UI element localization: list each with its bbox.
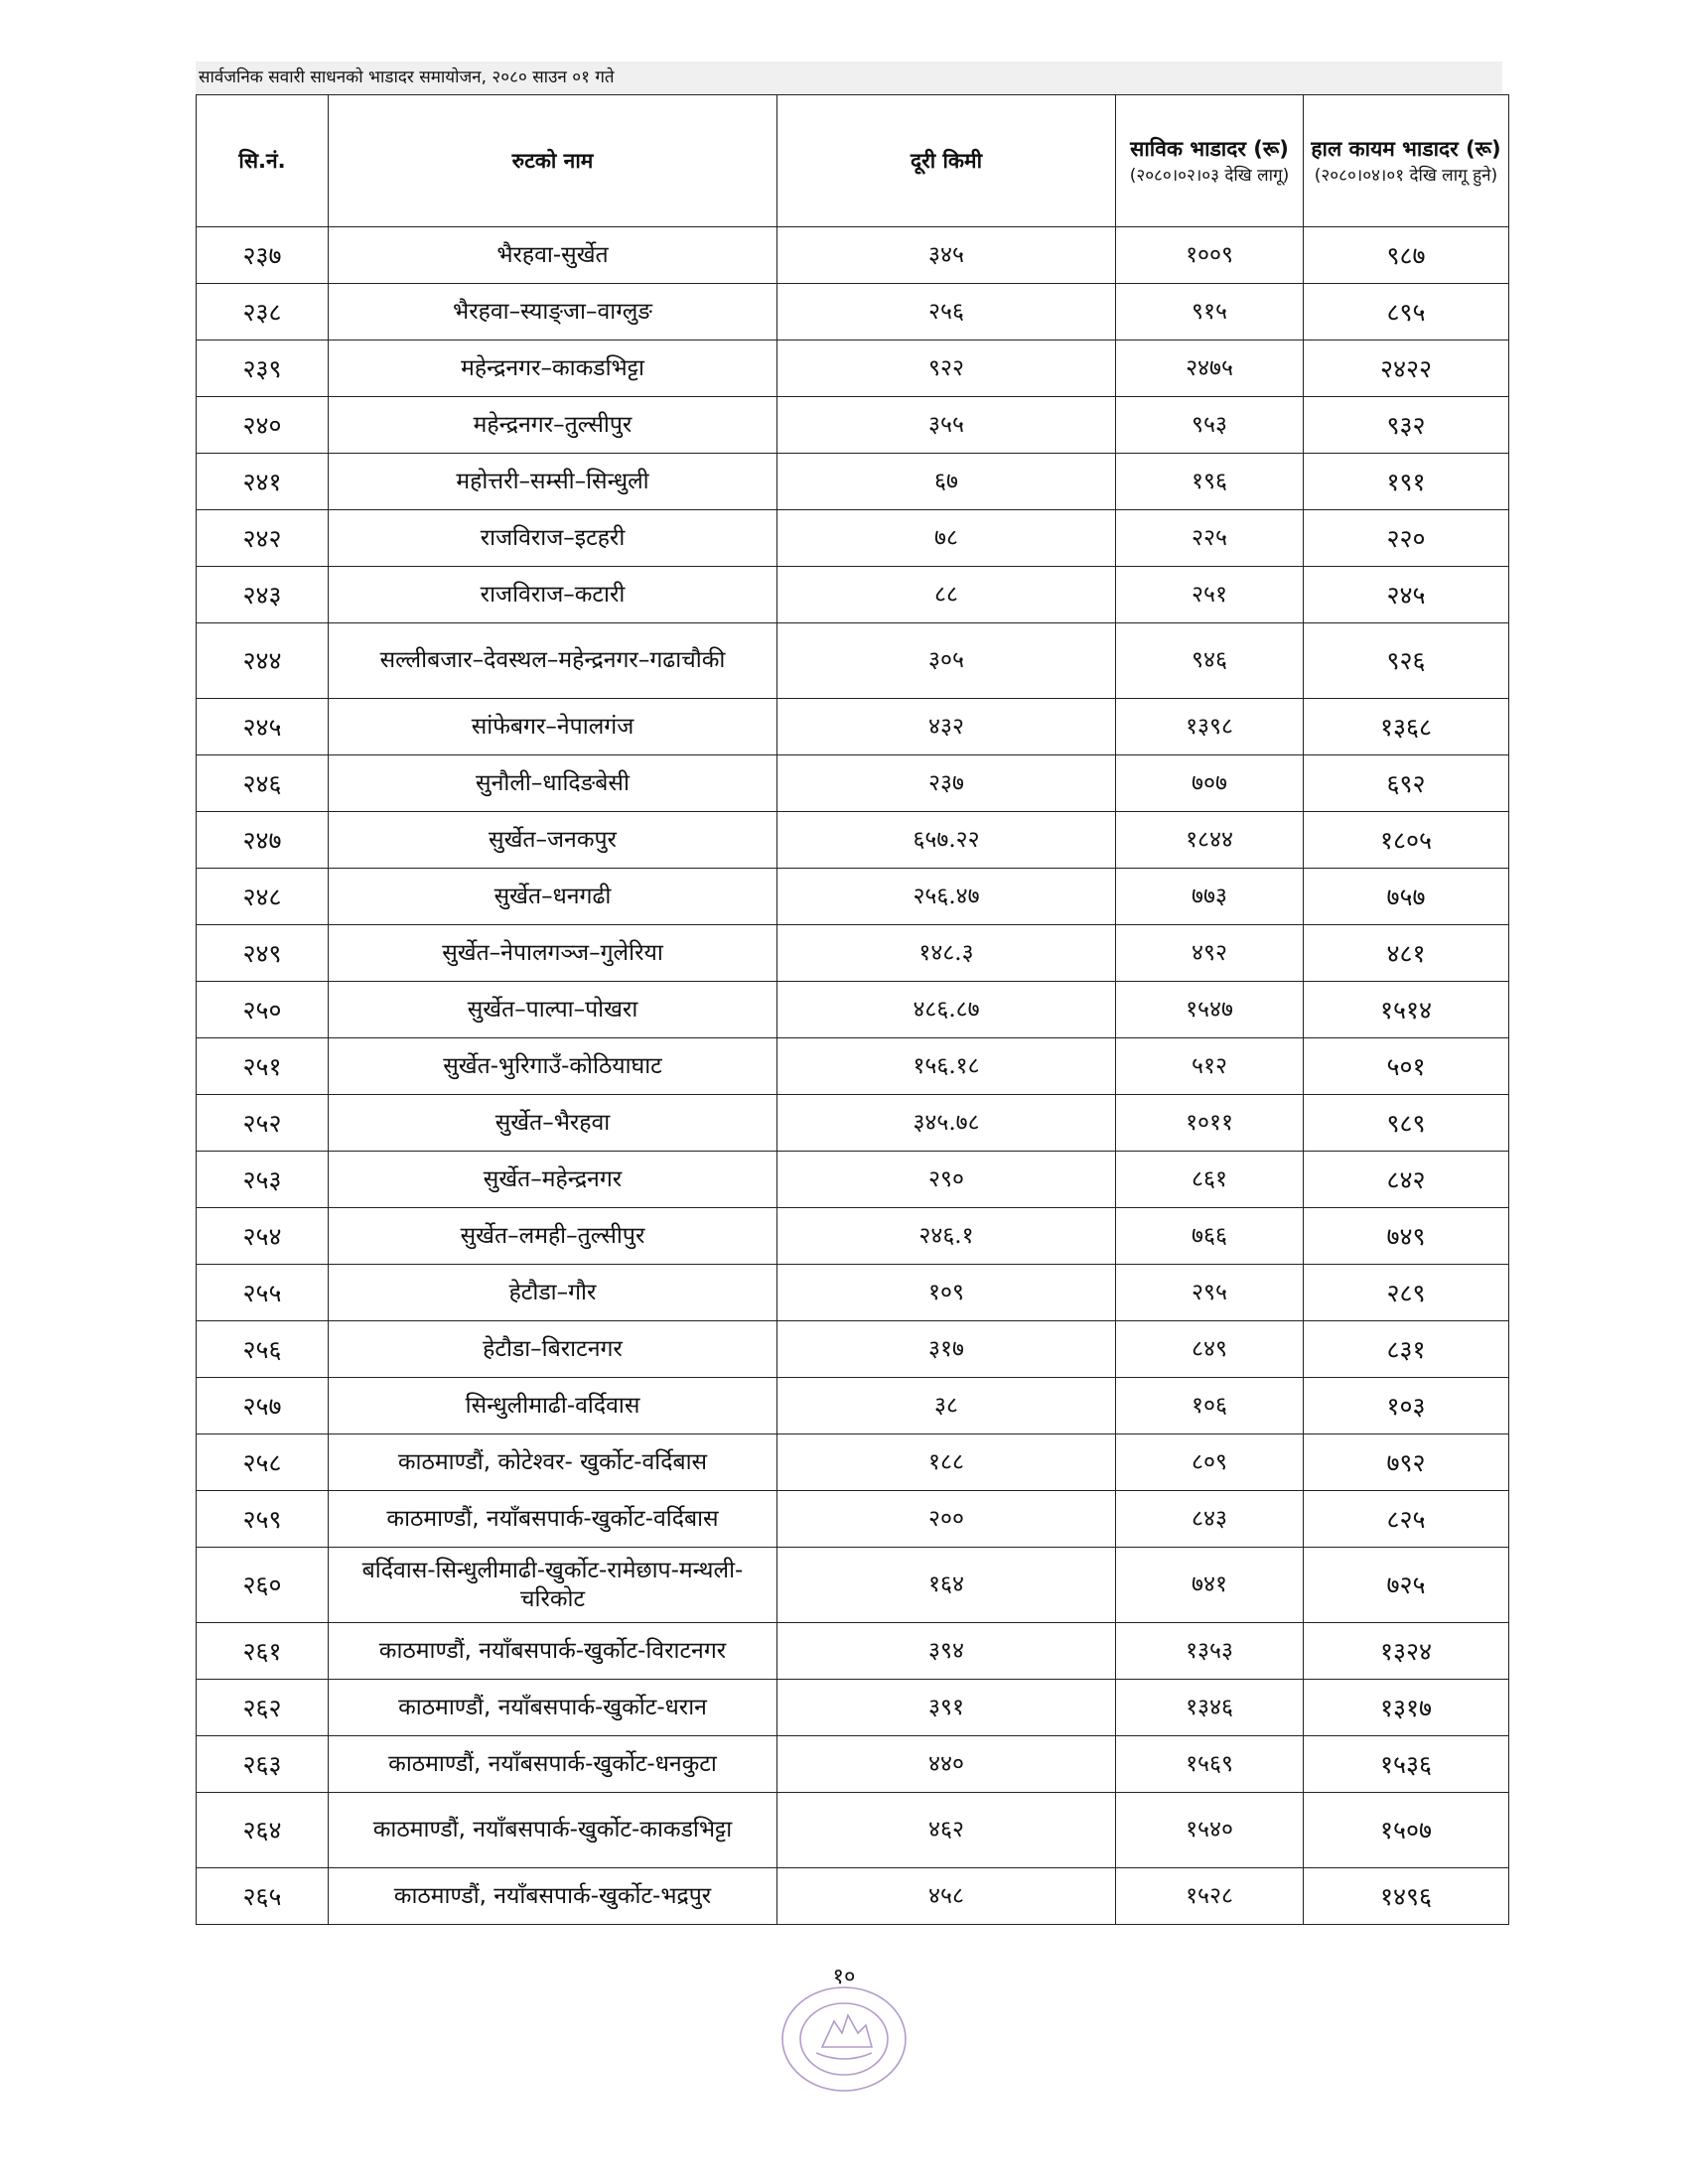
row-new-fare: १३६८ — [1304, 699, 1509, 755]
seal-mountain-emblem — [822, 2015, 872, 2047]
row-route-name: काठमाण्डौं, नयाँबसपार्क-खुर्कोट-काकडभिट्टा — [329, 1793, 777, 1868]
row-old-fare: ९५३ — [1116, 397, 1304, 454]
office-seal-stamp — [776, 1978, 912, 2097]
table-row — [197, 623, 1509, 699]
row-distance-km: ९२२ — [777, 341, 1116, 397]
row-new-fare: ५०१ — [1304, 1038, 1509, 1095]
table-row — [197, 227, 1509, 284]
table-row — [197, 1736, 1509, 1793]
table-row — [197, 1265, 1509, 1321]
row-distance-km: २४६.१ — [777, 1208, 1116, 1265]
row-old-fare: ८०९ — [1116, 1434, 1304, 1491]
table-row — [197, 1208, 1509, 1265]
row-serial-number: २४५ — [197, 699, 329, 755]
row-old-fare: ८६१ — [1116, 1152, 1304, 1208]
row-route-name: सुर्खेत–लमही–तुल्सीपुर — [329, 1208, 777, 1265]
row-new-fare: १३१७ — [1304, 1680, 1509, 1736]
row-distance-km: १४८.३ — [777, 925, 1116, 982]
row-serial-number: २६५ — [197, 1868, 329, 1925]
row-route-name: भैरहवा–स्याङ्जा–वाग्लुङ — [329, 284, 777, 341]
row-serial-number: २३९ — [197, 341, 329, 397]
row-distance-km: ३०५ — [777, 623, 1116, 699]
row-new-fare: ७४९ — [1304, 1208, 1509, 1265]
row-new-fare: १३२४ — [1304, 1623, 1509, 1680]
row-new-fare: ९८७ — [1304, 227, 1509, 284]
row-serial-number: २५३ — [197, 1152, 329, 1208]
row-route-name: सांफेबगर–नेपालगंज — [329, 699, 777, 755]
col-header-route: रुटको नाम — [329, 95, 777, 227]
row-distance-km: ४३२ — [777, 699, 1116, 755]
row-old-fare: १५२८ — [1116, 1868, 1304, 1925]
row-route-name: काठमाण्डौं, नयाँबसपार्क-खुर्कोट-वर्दिबास — [329, 1491, 777, 1548]
row-new-fare: २४५ — [1304, 567, 1509, 623]
row-serial-number: २४१ — [197, 454, 329, 510]
row-route-name: सुर्खेत–महेन्द्रनगर — [329, 1152, 777, 1208]
row-old-fare: ८४९ — [1116, 1321, 1304, 1378]
row-serial-number: २४८ — [197, 869, 329, 925]
row-distance-km: ४६२ — [777, 1793, 1116, 1868]
table-row — [197, 454, 1509, 510]
row-serial-number: २४३ — [197, 567, 329, 623]
row-route-name: भैरहवा-सुर्खेत — [329, 227, 777, 284]
row-new-fare: ८३१ — [1304, 1321, 1509, 1378]
table-row — [197, 1793, 1509, 1868]
row-serial-number: २६२ — [197, 1680, 329, 1736]
row-new-fare: ७९२ — [1304, 1434, 1509, 1491]
row-route-name: काठमाण्डौं, नयाँबसपार्क-खुर्कोट-धनकुटा — [329, 1736, 777, 1793]
row-route-name: सुर्खेत–पाल्पा–पोखरा — [329, 982, 777, 1038]
row-old-fare: ८४३ — [1116, 1491, 1304, 1548]
row-distance-km: २५६ — [777, 284, 1116, 341]
seal-inner-ring — [800, 2003, 888, 2075]
row-route-name: बर्दिवास-सिन्धुलीमाढी-खुर्कोट-रामेछाप-मन्थली-चरिकोट — [329, 1548, 777, 1623]
row-distance-km: ४८६.८७ — [777, 982, 1116, 1038]
row-distance-km: ३९१ — [777, 1680, 1116, 1736]
row-old-fare: ४९२ — [1116, 925, 1304, 982]
row-new-fare: ८४२ — [1304, 1152, 1509, 1208]
row-distance-km: २५६.४७ — [777, 869, 1116, 925]
fare-table — [196, 94, 1509, 1925]
row-serial-number: २३८ — [197, 284, 329, 341]
row-new-fare: १४९६ — [1304, 1868, 1509, 1925]
row-new-fare: ७२५ — [1304, 1548, 1509, 1623]
row-route-name: हेटौडा–बिराटनगर — [329, 1321, 777, 1378]
row-serial-number: २५१ — [197, 1038, 329, 1095]
row-old-fare: २५१ — [1116, 567, 1304, 623]
row-distance-km: ३१७ — [777, 1321, 1116, 1378]
row-route-name: सुर्खेत–जनकपुर — [329, 812, 777, 869]
row-serial-number: २४७ — [197, 812, 329, 869]
row-serial-number: २४२ — [197, 510, 329, 567]
row-serial-number: २४४ — [197, 623, 329, 699]
row-route-name: सुर्खेत–नेपालगञ्ज–गुलेरिया — [329, 925, 777, 982]
table-row — [197, 1152, 1509, 1208]
row-new-fare: ६९२ — [1304, 755, 1509, 812]
row-new-fare: ९८९ — [1304, 1095, 1509, 1152]
row-serial-number: २४६ — [197, 755, 329, 812]
row-old-fare: १५४० — [1116, 1793, 1304, 1868]
old-fare-title: साविक भाडादर (रू) — [1130, 137, 1289, 161]
table-row — [197, 699, 1509, 755]
row-distance-km: १८८ — [777, 1434, 1116, 1491]
row-route-name: काठमाण्डौं, नयाँबसपार्क-खुर्कोट-धरान — [329, 1680, 777, 1736]
row-old-fare: १०११ — [1116, 1095, 1304, 1152]
row-new-fare: २४२२ — [1304, 341, 1509, 397]
row-old-fare: १३४६ — [1116, 1680, 1304, 1736]
row-old-fare: २४७५ — [1116, 341, 1304, 397]
table-row — [197, 1868, 1509, 1925]
table-row — [197, 1623, 1509, 1680]
row-distance-km: १५६.१८ — [777, 1038, 1116, 1095]
table-row — [197, 1680, 1509, 1736]
row-route-name: महेन्द्रनगर–काकडभिट्टा — [329, 341, 777, 397]
row-serial-number: २५५ — [197, 1265, 329, 1321]
row-distance-km: ४५८ — [777, 1868, 1116, 1925]
row-new-fare: ९३२ — [1304, 397, 1509, 454]
row-serial-number: २५६ — [197, 1321, 329, 1378]
row-serial-number: २६० — [197, 1548, 329, 1623]
row-old-fare: ७७३ — [1116, 869, 1304, 925]
row-distance-km: १६४ — [777, 1548, 1116, 1623]
row-old-fare: १५६९ — [1116, 1736, 1304, 1793]
row-route-name: सल्लीबजार–देवस्थल–महेन्द्रनगर–गढाचौकी — [329, 623, 777, 699]
row-serial-number: २४९ — [197, 925, 329, 982]
row-new-fare: ४८१ — [1304, 925, 1509, 982]
row-serial-number: २५७ — [197, 1378, 329, 1434]
table-row — [197, 1434, 1509, 1491]
row-distance-km: १०९ — [777, 1265, 1116, 1321]
row-distance-km: ७८ — [777, 510, 1116, 567]
row-distance-km: ३४५ — [777, 227, 1116, 284]
row-route-name: सुनौली–धादिङबेसी — [329, 755, 777, 812]
new-fare-note: (२०८०।०४।०१ देखि लागू हुने) — [1314, 166, 1498, 186]
col-header-sn: सि.नं. — [197, 95, 329, 227]
row-old-fare: ७०७ — [1116, 755, 1304, 812]
row-route-name: काठमाण्डौं, नयाँबसपार्क-खुर्कोट-भद्रपुर — [329, 1868, 777, 1925]
row-old-fare: १०६ — [1116, 1378, 1304, 1434]
fare-table-body — [197, 227, 1509, 1925]
table-header-row — [197, 95, 1509, 227]
row-serial-number: २५४ — [197, 1208, 329, 1265]
row-old-fare: १९६ — [1116, 454, 1304, 510]
row-distance-km: ३९४ — [777, 1623, 1116, 1680]
row-route-name: राजविराज–इटहरी — [329, 510, 777, 567]
row-old-fare: ७४१ — [1116, 1548, 1304, 1623]
row-serial-number: २५० — [197, 982, 329, 1038]
table-row — [197, 1038, 1509, 1095]
row-new-fare: १५०७ — [1304, 1793, 1509, 1868]
row-old-fare: ५१२ — [1116, 1038, 1304, 1095]
table-row — [197, 755, 1509, 812]
row-new-fare: ९२६ — [1304, 623, 1509, 699]
row-old-fare: ९१५ — [1116, 284, 1304, 341]
table-row — [197, 1321, 1509, 1378]
row-old-fare: १३९८ — [1116, 699, 1304, 755]
table-row — [197, 397, 1509, 454]
row-old-fare: १८४४ — [1116, 812, 1304, 869]
table-row — [197, 925, 1509, 982]
row-distance-km: ६५७.२२ — [777, 812, 1116, 869]
table-row — [197, 869, 1509, 925]
seal-emblem-base — [816, 2053, 872, 2059]
row-route-name: हेटौडा–गौर — [329, 1265, 777, 1321]
row-distance-km: ३५५ — [777, 397, 1116, 454]
row-route-name: सुर्खेत–भैरहवा — [329, 1095, 777, 1152]
row-serial-number: २५९ — [197, 1491, 329, 1548]
row-distance-km: ८८ — [777, 567, 1116, 623]
row-serial-number: २६१ — [197, 1623, 329, 1680]
col-header-distance: दूरी किमी — [777, 95, 1116, 227]
row-new-fare: १५३६ — [1304, 1736, 1509, 1793]
row-distance-km: २०० — [777, 1491, 1116, 1548]
row-old-fare: २९५ — [1116, 1265, 1304, 1321]
row-route-name: महोत्तरी–सम्सी–सिन्धुली — [329, 454, 777, 510]
row-new-fare: २८९ — [1304, 1265, 1509, 1321]
table-row — [197, 341, 1509, 397]
document-header: सार्वजनिक सवारी साधनको भाडादर समायोजन, २०८० साउन ०१ गते — [196, 62, 1502, 94]
row-distance-km: २९० — [777, 1152, 1116, 1208]
row-route-name: काठमाण्डौं, कोटेश्वर- खुर्कोट-वर्दिबास — [329, 1434, 777, 1491]
row-distance-km: ३४५.७८ — [777, 1095, 1116, 1152]
row-new-fare: ८२५ — [1304, 1491, 1509, 1548]
row-old-fare: १००९ — [1116, 227, 1304, 284]
table-row — [197, 510, 1509, 567]
row-new-fare: १८०५ — [1304, 812, 1509, 869]
row-new-fare: १०३ — [1304, 1378, 1509, 1434]
table-row — [197, 1378, 1509, 1434]
row-route-name: राजविराज–कटारी — [329, 567, 777, 623]
row-serial-number: २४० — [197, 397, 329, 454]
row-distance-km: ३८ — [777, 1378, 1116, 1434]
page-number: १० — [832, 1965, 856, 1989]
row-old-fare: ९४६ — [1116, 623, 1304, 699]
row-old-fare: २२५ — [1116, 510, 1304, 567]
table-row — [197, 1491, 1509, 1548]
row-new-fare: १५१४ — [1304, 982, 1509, 1038]
old-fare-note: (२०८०।०२।०३ देखि लागू) — [1129, 166, 1290, 186]
row-new-fare: २२० — [1304, 510, 1509, 567]
row-route-name: सुर्खेत–धनगढी — [329, 869, 777, 925]
row-route-name: सिन्धुलीमाढी-वर्दिवास — [329, 1378, 777, 1434]
row-old-fare: ७६६ — [1116, 1208, 1304, 1265]
row-distance-km: ६७ — [777, 454, 1116, 510]
row-new-fare: ८९५ — [1304, 284, 1509, 341]
row-route-name: सुर्खेत-भुरिगाउँ-कोठियाघाट — [329, 1038, 777, 1095]
table-row — [197, 567, 1509, 623]
row-route-name: काठमाण्डौं, नयाँबसपार्क-खुर्कोट-विराटनगर — [329, 1623, 777, 1680]
table-row — [197, 982, 1509, 1038]
row-route-name: महेन्द्रनगर–तुल्सीपुर — [329, 397, 777, 454]
row-old-fare: १३५३ — [1116, 1623, 1304, 1680]
row-old-fare: १५४७ — [1116, 982, 1304, 1038]
row-serial-number: २५२ — [197, 1095, 329, 1152]
table-row — [197, 1095, 1509, 1152]
table-row — [197, 1548, 1509, 1623]
row-distance-km: २३७ — [777, 755, 1116, 812]
col-header-new-fare — [1304, 95, 1509, 227]
table-row — [197, 284, 1509, 341]
col-header-old-fare — [1116, 95, 1304, 227]
row-new-fare: १९१ — [1304, 454, 1509, 510]
row-distance-km: ४४० — [777, 1736, 1116, 1793]
row-serial-number: २५८ — [197, 1434, 329, 1491]
table-row — [197, 812, 1509, 869]
row-serial-number: २३७ — [197, 227, 329, 284]
row-serial-number: २६४ — [197, 1793, 329, 1868]
row-serial-number: २६३ — [197, 1736, 329, 1793]
row-new-fare: ७५७ — [1304, 869, 1509, 925]
new-fare-title: हाल कायम भाडादर (रू) — [1311, 137, 1501, 161]
